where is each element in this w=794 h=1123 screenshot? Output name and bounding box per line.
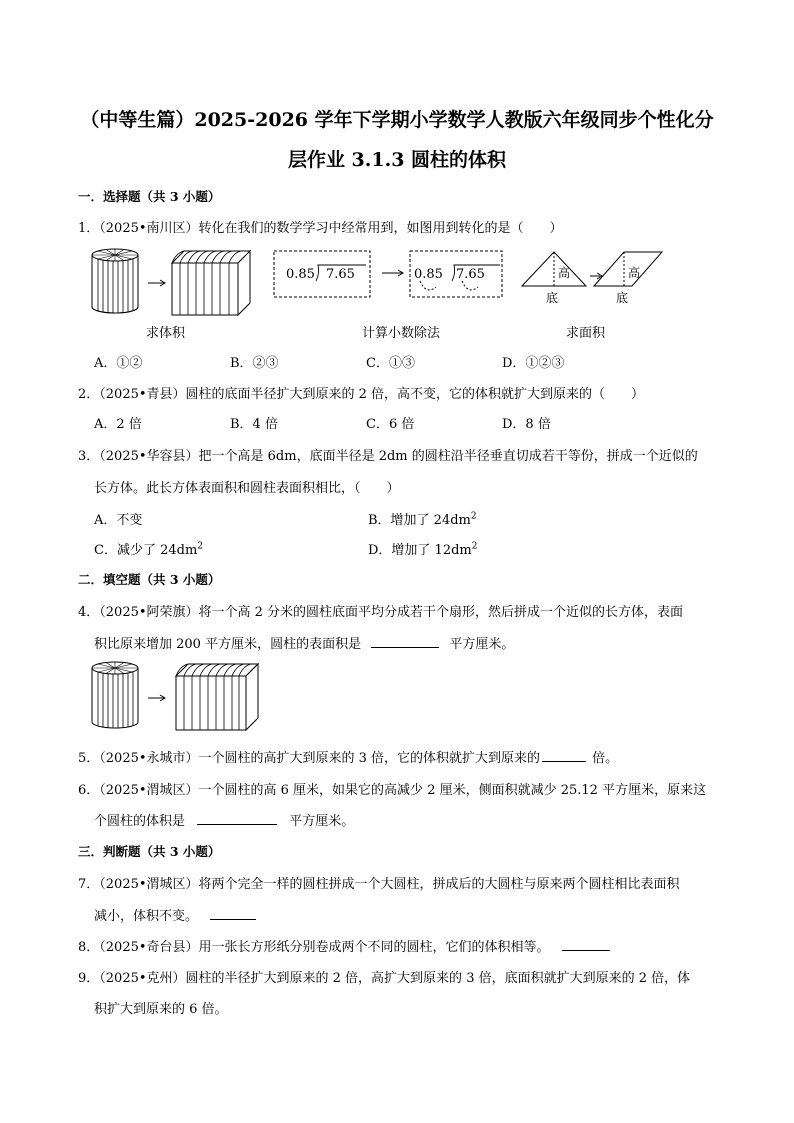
question-2-text: 2．（2025•青县）圆柱的底面半径扩大到原来的 2 倍，高不变，它的体积就扩大到原来的（ ） (78, 387, 645, 402)
q3-option-d-label: D．增加了 12dm (368, 543, 472, 558)
question-9-line1: 9．（2025•克州）圆柱的半径扩大到原来的 2 倍，高扩大到原来的 3 倍，底面积就扩大到原来的 2 倍，体 (78, 971, 691, 986)
q3-option-d[interactable] (368, 539, 477, 558)
page-title-line2: 层作业 3.1.3 圆柱的体积 (287, 149, 507, 171)
division-divisor-2: 0.85 (414, 267, 443, 282)
q6-answer-blank[interactable] (197, 824, 277, 825)
right-arrow-icon (148, 280, 165, 286)
sliced-cylinder-icon (92, 662, 138, 728)
question-6-line2-start: 个圆柱的体积是 (94, 814, 186, 829)
q2-option-c[interactable]: C．6 倍 (366, 417, 415, 432)
question-5-text (78, 747, 618, 766)
question-5-end: 倍。 (592, 751, 619, 766)
question-6-line2 (94, 810, 354, 829)
question-5-start: 5．（2025•永城市）一个圆柱的高扩大到原来的 3 倍，它的体积就扩大到原来的 (78, 751, 541, 766)
cylinder-to-cuboid-figure (88, 243, 268, 318)
section-heading-choice: 一．选择题（共 3 小题） (78, 189, 221, 204)
q3-option-a[interactable]: A．不变 (94, 513, 143, 528)
q3-option-b[interactable] (368, 509, 477, 528)
triangle-height-label-2: 高 (628, 266, 641, 280)
q2-option-d[interactable]: D．8 倍 (502, 417, 551, 432)
cuboid-icon (176, 664, 258, 730)
cuboid-icon (172, 251, 250, 315)
caption-division: 计算小数除法 (362, 326, 441, 341)
division-dividend-2: 7.65 (456, 267, 485, 282)
q3-option-b-label: B．增加了 24dm (368, 513, 471, 528)
triangle-base-label-1: 底 (546, 291, 559, 305)
right-arrow-icon (590, 273, 602, 279)
q7-answer-blank[interactable] (210, 919, 256, 920)
question-9-line2: 积扩大到原来的 6 倍。 (94, 1002, 228, 1017)
question-7-line2 (94, 905, 256, 924)
triangle-height-label-1: 高 (558, 266, 571, 280)
q3-option-c-exponent: 2 (197, 541, 204, 552)
q1-option-a[interactable]: A．①② (94, 356, 143, 371)
question-6-line2-end: 平方厘米。 (289, 814, 355, 829)
q4-answer-blank[interactable] (371, 647, 439, 648)
section-heading-judge: 三．判断题（共 3 小题） (78, 844, 221, 859)
question-3-line2: 长方体。此长方体表面积和圆柱表面积相比，（ ） (94, 481, 400, 496)
division-dividend-1: 7.65 (326, 267, 355, 282)
question-7-line1: 7．（2025•渭城区）将两个完全一样的圆柱拼成一个大圆柱，拼成后的大圆柱与原来两个圆柱相比表面积 (78, 877, 680, 892)
question-4-line2 (94, 633, 514, 652)
triangle-to-parallelogram-figure (518, 246, 668, 306)
triangle-base-label-2: 底 (616, 291, 629, 305)
question-8-statement: 8．（2025•奇台县）用一张长方形纸分别卷成两个不同的圆柱，它们的体积相等。 (78, 940, 550, 955)
sliced-cylinder-icon (92, 249, 138, 313)
division-divisor-1: 0.85 (286, 267, 315, 282)
q2-option-b[interactable]: B．4 倍 (230, 417, 278, 432)
question-4-line2-end: 平方厘米。 (449, 637, 515, 652)
q2-option-a[interactable]: A．2 倍 (94, 417, 142, 432)
right-arrow-icon (148, 695, 165, 701)
q3-option-d-exponent: 2 (471, 541, 478, 552)
caption-area: 求面积 (566, 326, 606, 341)
question-1-text: 1．（2025•南川区）转化在我们的数学学习中经常用到，如图用到转化的是（ ） (78, 221, 563, 236)
q1-option-c[interactable]: C．①③ (366, 356, 415, 371)
question-4-line1: 4．（2025•阿荣旗）将一个高 2 分米的圆柱底面平均分成若干个扇形，然后拼成一个近似的长方体，表面 (78, 605, 684, 620)
caption-volume: 求体积 (146, 326, 186, 341)
question-7-line2-text: 减小，体积不变。 (94, 909, 199, 924)
q1-option-b[interactable]: B．②③ (230, 356, 279, 371)
q8-answer-blank[interactable] (562, 950, 610, 951)
question-3-line1: 3．（2025•华容县）把一个高是 6dm，底面半径是 2dm 的圆柱沿半径垂直切成若干等份，拼成一个近似的 (78, 449, 698, 464)
q4-cylinder-to-cuboid-figure (88, 656, 268, 736)
right-arrow-icon (382, 270, 403, 276)
q3-option-b-exponent: 2 (470, 511, 477, 522)
question-6-line1: 6．（2025•渭城区）一个圆柱的高 6 厘米，如果它的高减少 2 厘米，侧面积就减少 25.12 平方厘米，原来这 (78, 783, 707, 798)
page-title-line1: （中等生篇）2025-2026 学年下学期小学数学人教版六年级同步个性化分 (80, 109, 714, 131)
q3-option-c[interactable] (94, 539, 203, 558)
q5-answer-blank[interactable] (542, 761, 586, 762)
q1-option-d[interactable]: D．①②③ (502, 356, 565, 371)
q3-option-c-label: C．减少了 24dm (94, 543, 198, 558)
section-heading-fill: 二．填空题（共 3 小题） (78, 572, 221, 587)
decimal-division-figure (270, 243, 510, 303)
question-4-line2-start: 积比原来增加 200 平方厘米，圆柱的表面积是 (94, 637, 362, 652)
question-8-text (78, 936, 610, 955)
